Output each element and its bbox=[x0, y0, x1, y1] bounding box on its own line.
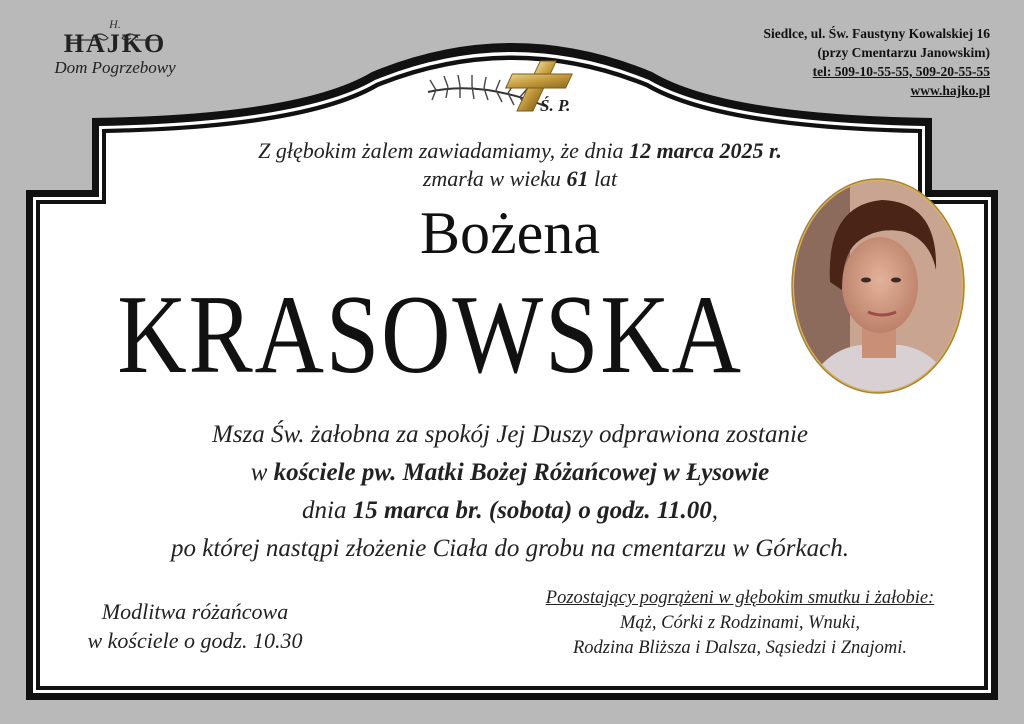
announcement-intro bbox=[120, 137, 920, 193]
address-line: Siedlce, ul. Św. Faustyny Kowalskiej 16 bbox=[763, 26, 990, 41]
age-unit: lat bbox=[588, 166, 618, 191]
first-name: Bożena bbox=[420, 200, 600, 266]
mass-datetime: 15 marca br. (sobota) o godz. 11.00 bbox=[352, 497, 712, 524]
company-logo bbox=[30, 18, 200, 78]
age-text: zmarła w wieku bbox=[422, 166, 567, 191]
mourners-line-2: Rodzina Bliższa i Dalsza, Sąsiedzi i Znajomi. bbox=[572, 638, 908, 658]
mass-line-1: Msza Św. żałobna za spokój Jej Duszy odprawiona zostanie bbox=[211, 421, 809, 448]
mass-line-3-suffix: , bbox=[711, 497, 718, 524]
logo-monogram: H. bbox=[109, 17, 121, 31]
mourners-heading: Pozostający pogrążeni w głębokim smutku i żałobie: bbox=[545, 588, 935, 608]
death-date: 12 marca 2025 r. bbox=[629, 138, 782, 163]
contact-block bbox=[763, 24, 990, 100]
company-name: HAJKO bbox=[63, 29, 167, 58]
last-name: KRASOWSKA bbox=[117, 273, 743, 397]
age-value: 61 bbox=[566, 166, 589, 191]
mass-line-3-prefix: dnia bbox=[302, 497, 353, 524]
mourners-info bbox=[505, 586, 975, 661]
company-subtitle: Dom Pogrzebowy bbox=[54, 58, 176, 77]
intro-text: Z głębokim żalem zawiadamiamy, że dnia bbox=[258, 138, 630, 163]
church-name: kościele pw. Matki Bożej Różańcowej w Łysowie bbox=[273, 459, 770, 486]
address-note: (przy Cmentarzu Janowskim) bbox=[817, 45, 990, 60]
rosary-line-2: w kościele o godz. 10.30 bbox=[87, 628, 303, 653]
phone-numbers: tel: 509-10-55-55, 509-20-55-55 bbox=[812, 64, 990, 79]
rosary-line-1: Modlitwa różańcowa bbox=[101, 599, 289, 624]
mass-line-2-prefix: w bbox=[250, 459, 274, 486]
rosary-info bbox=[60, 597, 330, 655]
funeral-mass-info bbox=[60, 416, 960, 568]
website-link[interactable]: www.hajko.pl bbox=[910, 83, 990, 98]
sp-label: Ś. P. bbox=[540, 96, 571, 115]
burial-info: po której nastąpi złożenie Ciała do grobu na cmentarzu w Górkach. bbox=[171, 535, 849, 562]
mourners-line-1: Mąż, Córki z Rodzinami, Wnuki, bbox=[620, 613, 860, 633]
